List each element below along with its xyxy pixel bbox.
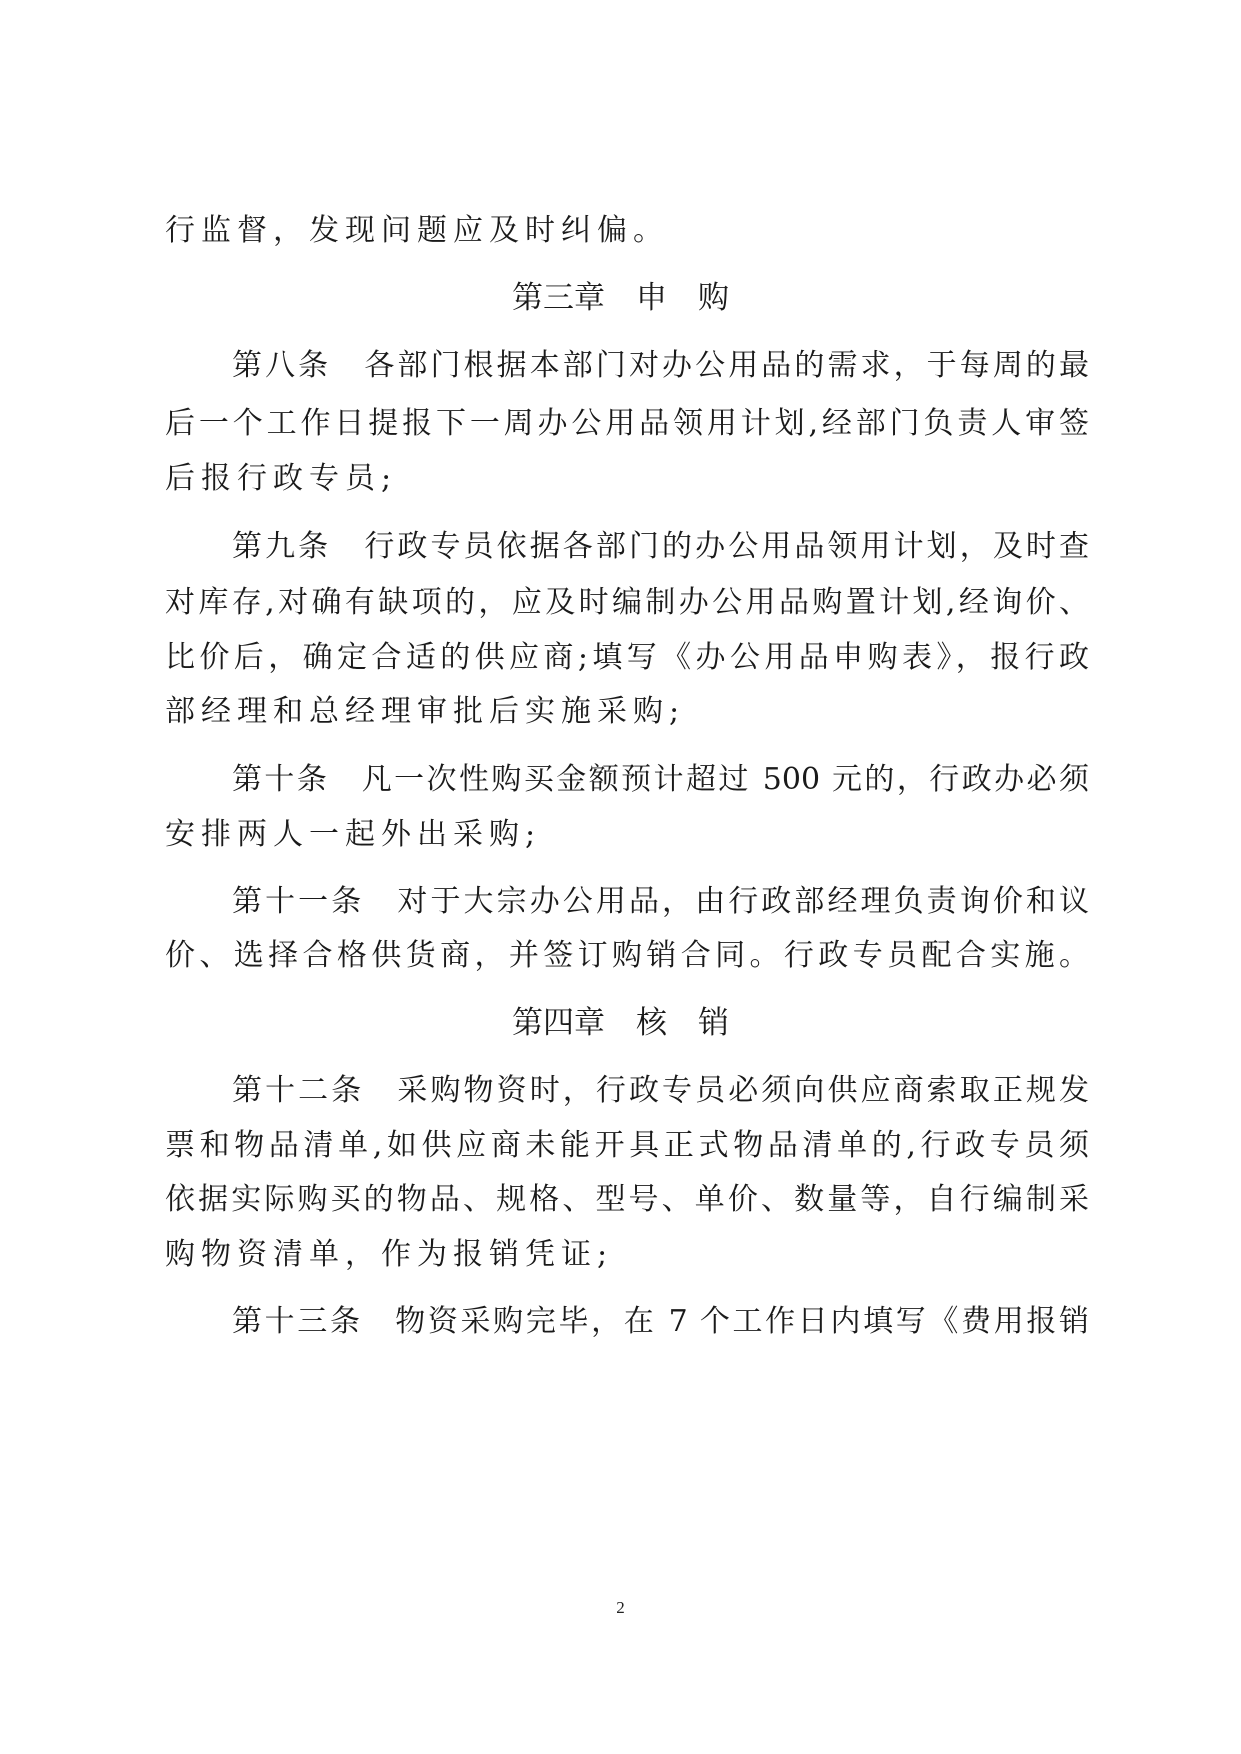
page-number: 2 (616, 1598, 625, 1617)
article-9-line: 部经理和总经理审批后实施采购; (165, 694, 686, 729)
article-9-line: 对库存,对确有缺项的，应及时编制办公用品购置计划,经询价、 (165, 585, 1089, 620)
article-8-line: 后一个工作日提报下一周办公用品领用计划,经部门负责人审签 (165, 406, 1089, 441)
article-9-line: 比价后，确定合适的供应商;填写《办公用品申购表》，报行政 (165, 640, 1089, 675)
article-8-line: 后报行政专员; (165, 461, 398, 496)
article-8-line: 第八条 各部门根据本部门对办公用品的需求，于每周的最 (232, 348, 1089, 383)
article-9-line: 第九条 行政专员依据各部门的办公用品领用计划，及时查 (232, 529, 1089, 564)
paragraph-line: 行监督，发现问题应及时纠偏。 (165, 213, 669, 248)
article-11-line: 价、选择合格供货商，并签订购销合同。行政专员配合实施。 (165, 938, 1089, 973)
article-12-line: 票和物品清单,如供应商未能开具正式物品清单的,行政专员须 (165, 1128, 1089, 1163)
article-12-line: 购物资清单，作为报销凭证; (165, 1237, 614, 1272)
article-10-line: 第十条 凡一次性购买金额预计超过 500 元的，行政办必须 (232, 762, 1089, 797)
chapter-heading-3: 第三章 申 购 (512, 280, 729, 316)
article-12-line: 依据实际购买的物品、规格、型号、单价、数量等，自行编制采 (165, 1182, 1089, 1217)
chapter-heading-4: 第四章 核 销 (512, 1005, 729, 1041)
article-12-line: 第十二条 采购物资时，行政专员必须向供应商索取正规发 (232, 1073, 1089, 1108)
article-11-line: 第十一条 对于大宗办公用品，由行政部经理负责询价和议 (232, 884, 1089, 919)
article-10-line: 安排两人一起外出采购; (165, 817, 542, 852)
article-13-line: 第十三条 物资采购完毕，在 7 个工作日内填写《费用报销 (232, 1304, 1089, 1339)
